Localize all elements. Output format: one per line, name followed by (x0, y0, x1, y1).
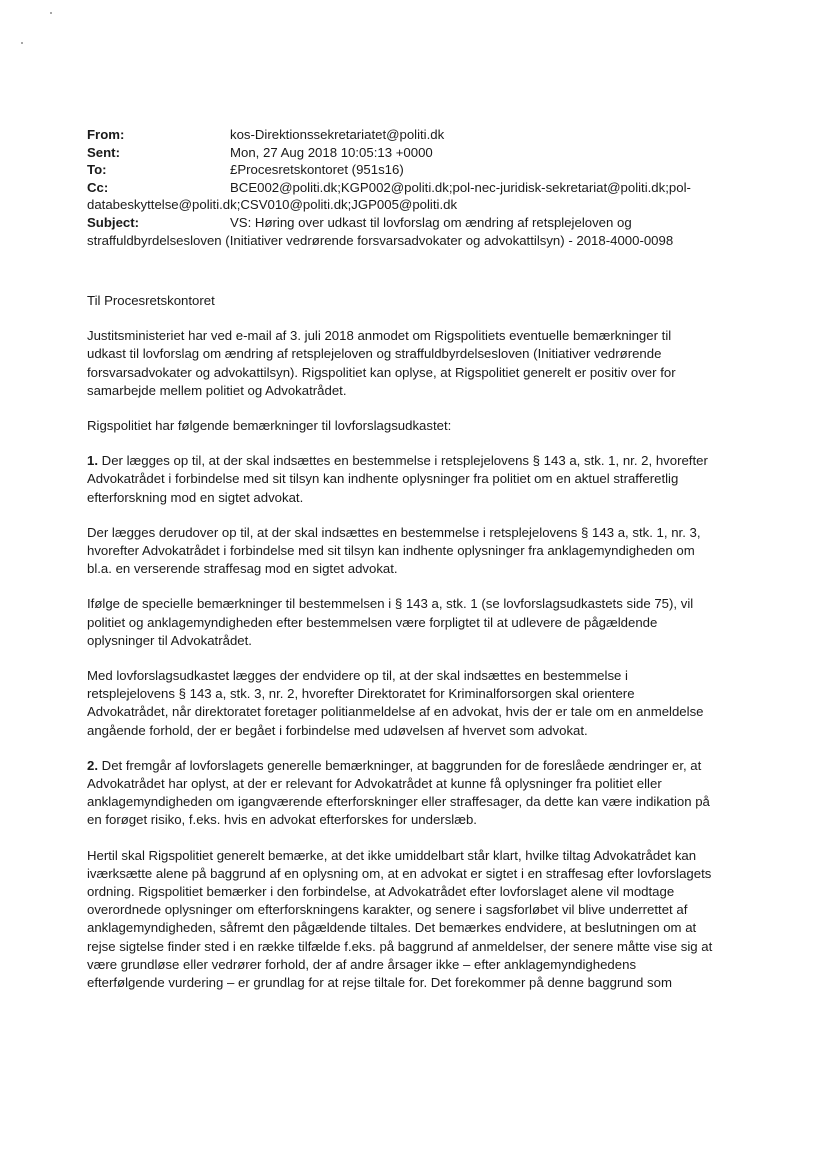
paragraph-line: anklagemyndigheden om igangværende efterforskninger eller straffesager, da dette kan være indikation på (87, 794, 710, 810)
paragraph-line: hvorefter Advokatrådet i forbindelse med sit tilsyn kan indhente oplysninger fra anklagemyndigheden om (87, 543, 695, 559)
paragraph-line: være grundløse eller vedrører forhold, der af andre årsager ikke – efter anklagemyndighedens (87, 956, 637, 972)
paragraph-line: Justitsministeriet har ved e-mail af 3. juli 2018 anmodet om Rigspolitiets eventuelle bemærkninger til (87, 328, 672, 344)
paragraph-line (87, 452, 737, 470)
hertil-paragraph (87, 847, 737, 993)
subject-value-line1: VS: Høring over udkast til lovforslag om ændring af retsplejeloven og (230, 214, 632, 230)
paragraph-line: iværksætte alene på baggrund af en oplysning om, at en advokat er sigtet i en straffesag efter lovforslagets (87, 865, 712, 881)
to-value: £Procesretskontoret (951s16) (230, 162, 404, 178)
paragraph-line: udkast til lovforslag om ændring af retsplejeloven og straffuldbyrdelsesloven (Initiativer vedrørende (87, 346, 662, 362)
scan-speck (50, 12, 52, 14)
paragraph-line: Hertil skal Rigspolitiet generelt bemærke, at det ikke umiddelbart står klart, hvilke tiltag Advokatrådet kan (87, 847, 697, 863)
cc-row-continued (87, 196, 737, 214)
point-2-paragraph (87, 757, 737, 830)
sent-label: Sent: (87, 144, 120, 160)
subject-value-line2: straffuldbyrdelsesloven (Initiativer vedrørende forsvarsadvokater og advokattilsyn) - 2018-4000-0098 (87, 232, 674, 248)
paragraph-line: Ifølge de specielle bemærkninger til bestemmelsen i § 143 a, stk. 1 (se lovforslagsudkastets side 75), vil (87, 596, 694, 612)
sent-value: Mon, 27 Aug 2018 10:05:13 +0000 (230, 144, 433, 160)
paragraph-line: ordning. Rigspolitiet bemærker i den forbindelse, at Advokatrådet efter lovforslaget alene vil modtage (87, 884, 675, 900)
from-label: From: (87, 127, 125, 142)
paragraph-line: forsvarsadvokater og advokattilsyn). Rigspolitiet kan oplyse, at Rigspolitiet generelt er positiv over for (87, 364, 676, 380)
paragraph-line: Der lægges derudover op til, at der skal indsættes en bestemmelse i retsplejelovens § 143 a, stk. 1, nr. 3, (87, 524, 701, 540)
paragraph-line: efterfølgende vurdering – er grundlag for at rejse tiltale for. Det forekommer på denne baggrund som (87, 975, 672, 991)
to-label: To: (87, 162, 107, 178)
cc-row (87, 179, 737, 197)
cc-value-line2: databeskyttelse@politi.dk;CSV010@politi.dk;JGP005@politi.dk (87, 197, 458, 213)
point-text: Det fremgår af lovforslagets generelle bemærkninger, at baggrunden for de foreslåede ændringer er, at (98, 757, 702, 773)
subject-row (87, 214, 737, 232)
email-header (87, 126, 737, 249)
email-body (87, 292, 737, 1009)
greeting (87, 292, 737, 310)
point-text: Der lægges op til, at der skal indsættes en bestemmelse i retsplejelovens § 143 a, stk. 1, nr. 2, hvorefter (98, 453, 708, 469)
paragraph-line: Rigspolitiet har følgende bemærkninger til lovforslagsudkastet: (87, 418, 452, 434)
paragraph-line: samarbejde mellem politiet og Advokatrådet. (87, 382, 347, 398)
from-row (87, 126, 737, 144)
nr3-paragraph (87, 524, 737, 579)
paragraph-line: Advokatrådet i forbindelse med sit tilsyn kan indhente oplysninger fra politiet om en aktuel strafferetlig (87, 471, 679, 487)
remarks-intro (87, 417, 737, 435)
paragraph-line: Advokatrådet har oplyst, at der er relevant for Advokatrådet at kunne få oplysninger fra politiet eller (87, 776, 662, 792)
subject-row-continued (87, 232, 737, 250)
paragraph-line: politiet og anklagemyndigheden efter bestemmelsen være forpligtet til at udlevere de pågældende (87, 614, 658, 630)
from-value: kos-Direktionssekretariatet@politi.dk (230, 127, 445, 142)
cc-value-line1: BCE002@politi.dk;KGP002@politi.dk;pol-nec-juridisk-sekretariat@politi.dk;pol- (230, 179, 691, 195)
subject-label: Subject: (87, 214, 140, 230)
paragraph-line: retsplejelovens § 143 a, stk. 3, nr. 2, hvorefter Direktoratet for Kriminalforsorgen skal orientere (87, 686, 635, 702)
paragraph-line: anklagemyndigheden, såfremt den pågældende tiltales. Det bemærkes endvidere, at beslutningen om at (87, 920, 697, 936)
paragraph-line: Med lovforslagsudkastet lægges der endvidere op til, at der skal indsættes en bestemmelse i (87, 668, 628, 684)
scan-speck (21, 42, 23, 44)
intro-paragraph (87, 327, 737, 400)
paragraph-line: en forøget risiko, f.eks. hvis en advokat efterforskes for underslæb. (87, 812, 477, 828)
paragraph-line: Advokatrådet, når direktoratet foretager politianmeldelse af en advokat, hvis der er tale om en anmeldelse (87, 704, 704, 720)
paragraph-line: overordnede oplysninger om efterforskningens karakter, og senere i sagsforløbet vil blive underrettet af (87, 902, 688, 918)
point-number: 2. (87, 757, 98, 773)
point-1-paragraph (87, 452, 737, 507)
to-row (87, 161, 737, 179)
paragraph-line: rejse sigtelse finder sted i en række tilfælde f.eks. på baggrund af anmeldelser, der senere måtte vise sig at (87, 938, 713, 954)
paragraph-line: efterforskning mod en sigtet advokat. (87, 489, 304, 505)
point-number: 1. (87, 453, 98, 469)
paragraph-line: oplysninger til Advokatrådet. (87, 632, 252, 648)
paragraph-line (87, 757, 737, 775)
sent-row (87, 144, 737, 162)
special-remarks-paragraph (87, 595, 737, 650)
greeting-text: Til Procesretskontoret (87, 293, 215, 308)
paragraph-line: angående forhold, der er begået i forbindelse med udøvelsen af hvervet som advokat. (87, 722, 588, 738)
paragraph-line: bl.a. en verserende straffesag mod en sigtet advokat. (87, 561, 398, 577)
cc-label: Cc: (87, 179, 109, 195)
stk3-paragraph (87, 667, 737, 740)
